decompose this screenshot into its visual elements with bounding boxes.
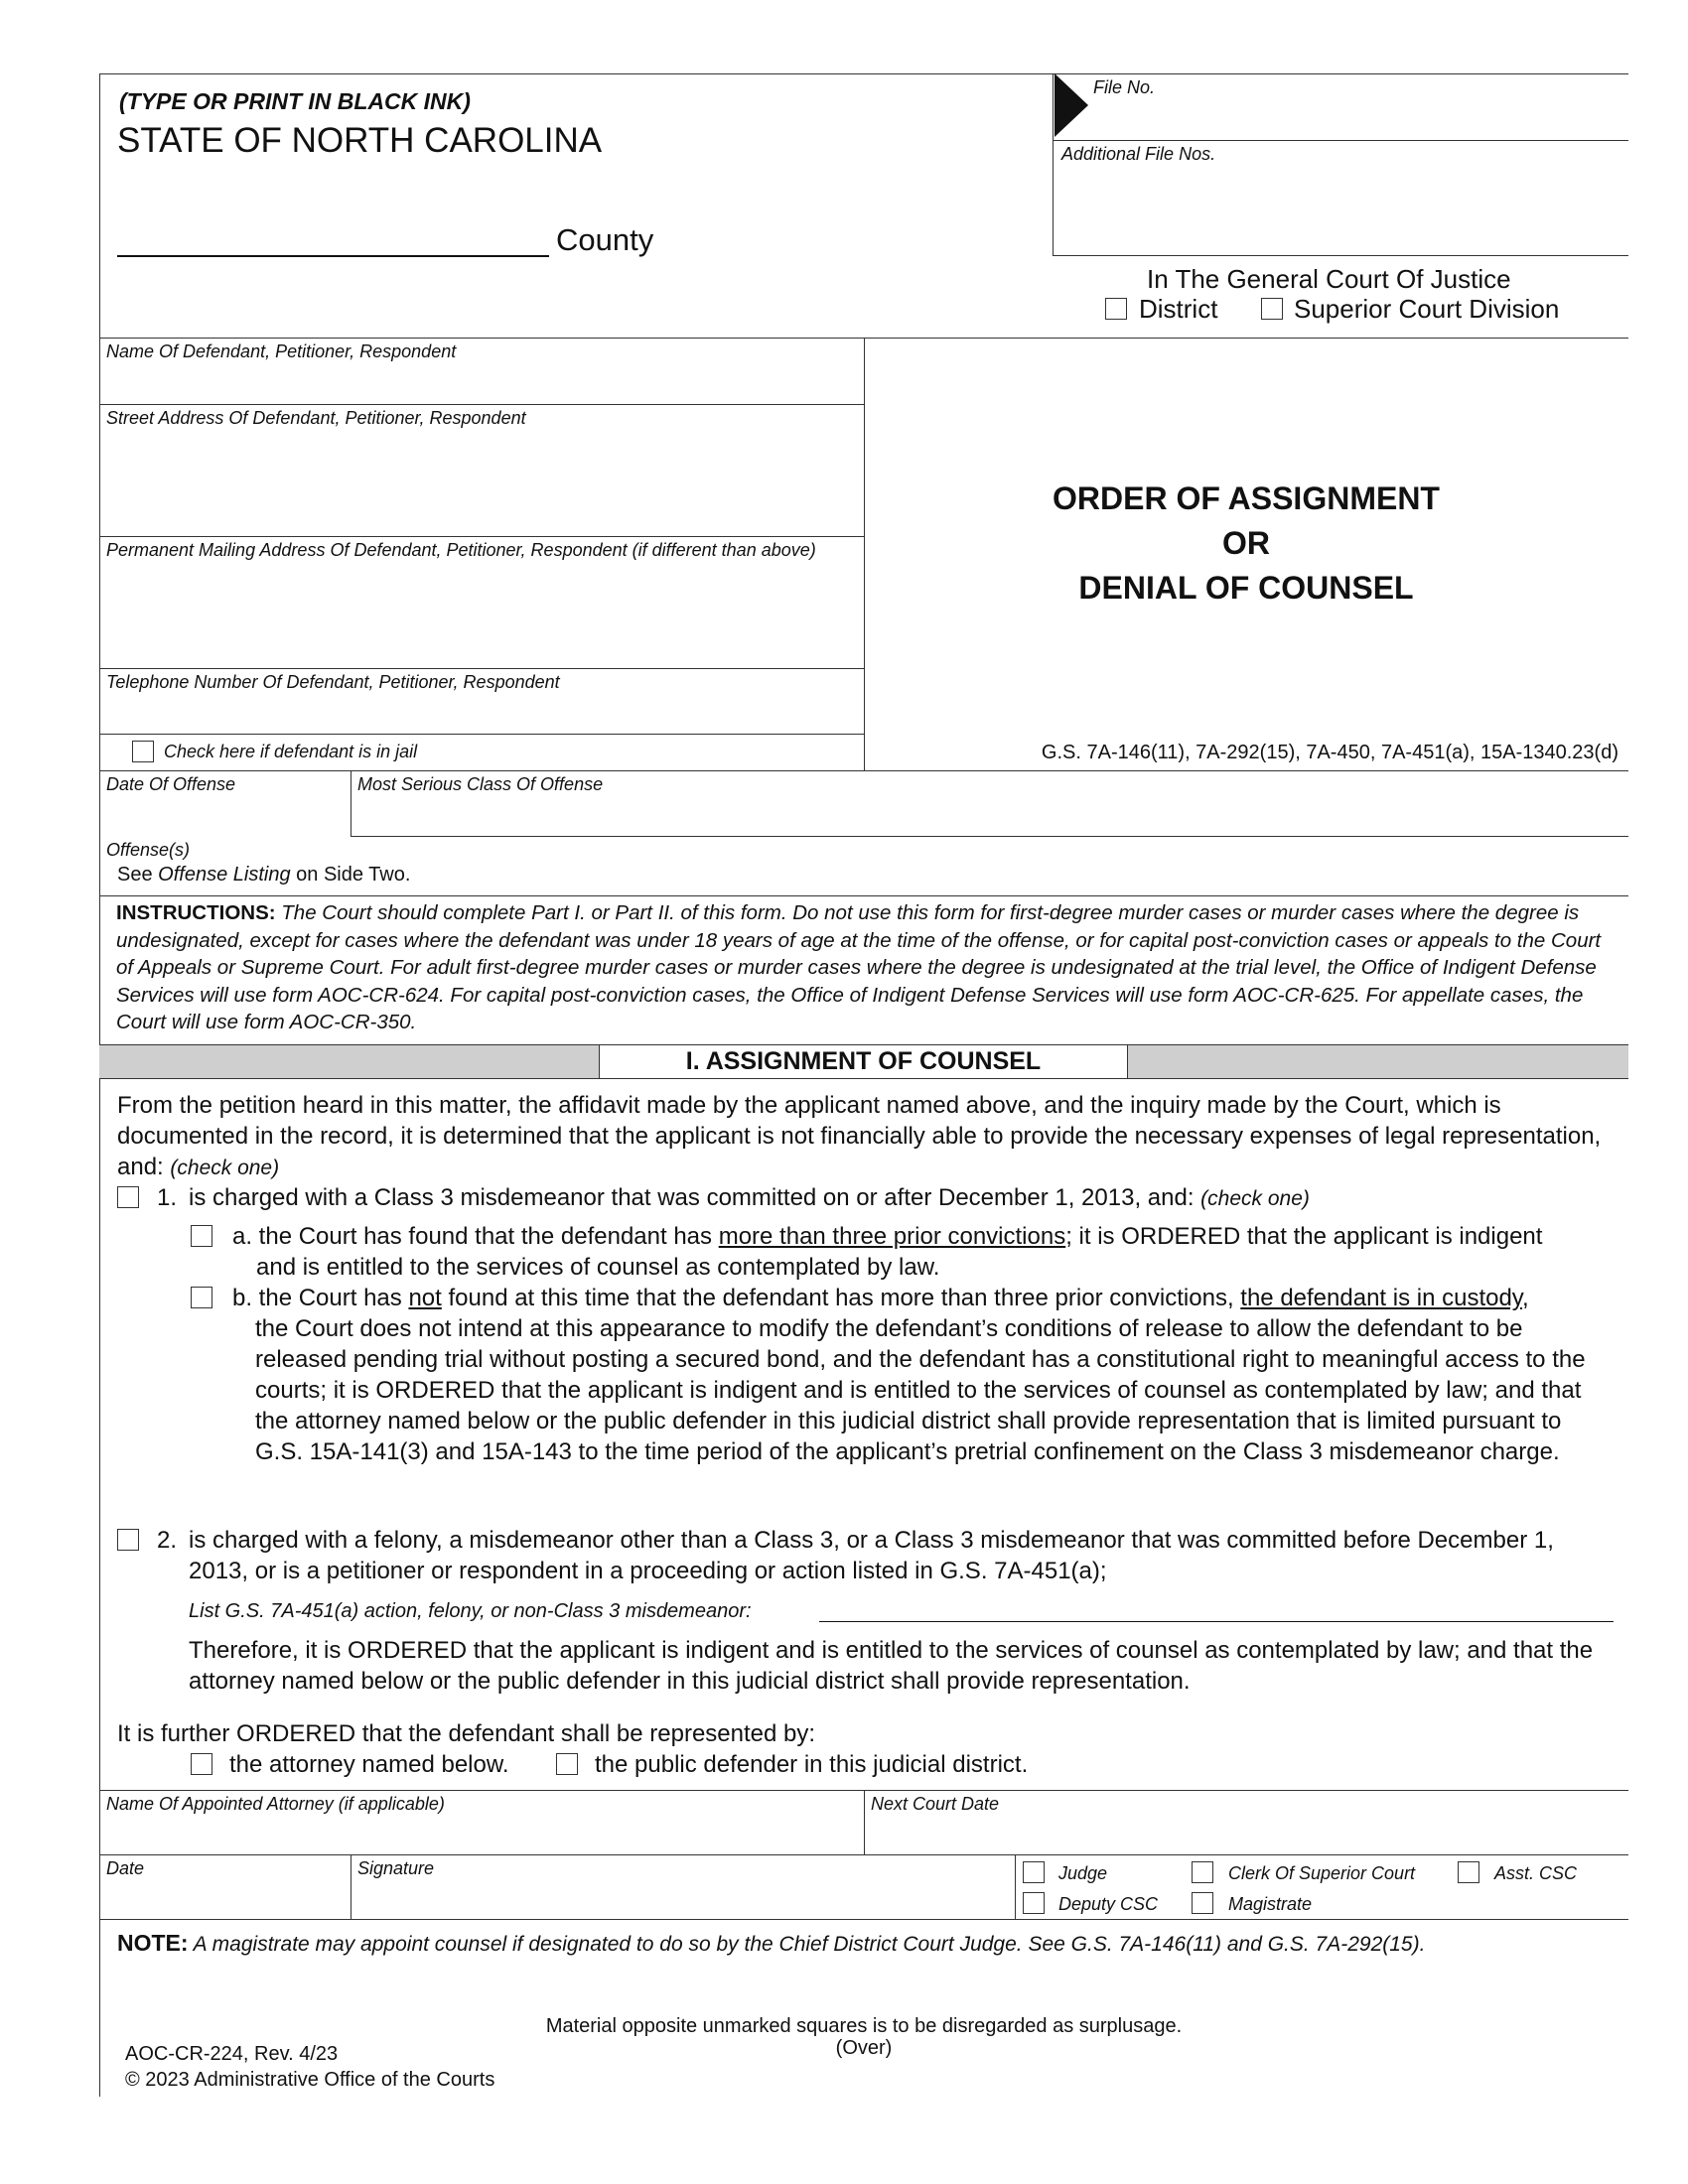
option-1b-comma: , bbox=[1522, 1285, 1529, 1311]
offense-class-label: Most Serious Class Of Offense bbox=[357, 774, 604, 794]
clerk-label: Clerk Of Superior Court bbox=[1228, 1863, 1416, 1883]
file-box-bottom bbox=[1053, 255, 1628, 256]
title-line-2: OR bbox=[1222, 525, 1270, 561]
form-title bbox=[874, 477, 1618, 611]
appointed-attorney-field[interactable] bbox=[104, 1817, 859, 1850]
deputy-csc-label: Deputy CSC bbox=[1058, 1894, 1159, 1914]
divider-street bbox=[99, 536, 864, 537]
intro-paragraph bbox=[117, 1090, 1617, 1183]
defendant-name-label: Name Of Defendant, Petitioner, Respondent bbox=[106, 341, 457, 361]
note bbox=[117, 1930, 1425, 1957]
option-1b-not: not bbox=[408, 1285, 442, 1311]
surplusage-text: Material opposite unmarked squares is to be disregarded as surplusage. bbox=[545, 2015, 1183, 2037]
state-heading: STATE OF NORTH CAROLINA bbox=[117, 121, 603, 160]
appointed-attorney-label: Name Of Appointed Attorney (if applicable) bbox=[106, 1794, 445, 1814]
additional-file-field[interactable] bbox=[1060, 169, 1617, 248]
county-line[interactable] bbox=[117, 255, 549, 257]
street-address-field[interactable] bbox=[104, 432, 859, 531]
county-label: County bbox=[556, 222, 654, 257]
mailing-address-label: Permanent Mailing Address Of Defendant, Petitioner, Respondent (if different than above) bbox=[106, 540, 816, 560]
telephone-field[interactable] bbox=[104, 695, 859, 730]
further-ordered: It is further ORDERED that the defendant shall be represented by: bbox=[117, 1720, 816, 1747]
option-1a-line-2: and is entitled to the services of counsel as contemplated by law. bbox=[256, 1254, 940, 1281]
option-1a-line-1 bbox=[232, 1221, 1542, 1252]
jail-label: Check here if defendant is in jail bbox=[164, 742, 418, 761]
option-1-check-one: (check one) bbox=[1200, 1187, 1310, 1210]
option-1a-emphasis: more than three prior convictions bbox=[718, 1223, 1066, 1250]
divider-mailing bbox=[99, 668, 864, 669]
divider-phone bbox=[99, 734, 864, 735]
additional-file-label: Additional File Nos. bbox=[1061, 144, 1216, 164]
footer-surplusage bbox=[496, 2015, 1231, 2059]
signature-field[interactable] bbox=[355, 1881, 1009, 1915]
left-border bbox=[99, 73, 100, 2097]
divider-offense-vertical bbox=[351, 770, 352, 836]
instructions-block bbox=[116, 899, 1606, 1036]
offenses-label: Offense(s) bbox=[106, 840, 191, 860]
file-no-label: File No. bbox=[1093, 77, 1156, 97]
offense-listing-note bbox=[117, 864, 410, 887]
public-defender-option-label: the public defender in this judicial district. bbox=[595, 1751, 1029, 1778]
defendant-name-field[interactable] bbox=[104, 365, 859, 403]
intro-text: From the petition heard in this matter, the affidavit made by the applicant named above, and the inquiry made by the Court, which is documented in the record, it is determined that the applicant is not financially able to provide the necessary expenses of legal representation, and: bbox=[117, 1092, 1602, 1180]
statutes-reference: G.S. 7A-146(11), 7A-292(15), 7A-450, 7A-451(a), 15A-1340.23(d) bbox=[1041, 742, 1618, 763]
divider-signature-vertical bbox=[1015, 1854, 1016, 1919]
title-line-3: DENIAL OF COUNSEL bbox=[1078, 570, 1414, 606]
offense-listing-ref: Offense Listing bbox=[158, 864, 291, 886]
section-title: I. ASSIGNMENT OF COUNSEL bbox=[599, 1044, 1128, 1078]
see-text: See bbox=[117, 864, 159, 886]
attorney-checkbox[interactable] bbox=[191, 1753, 212, 1775]
court-title: In The General Court Of Justice bbox=[1147, 264, 1511, 294]
divider-attorney-vertical bbox=[864, 1790, 865, 1854]
divider-section-bottom bbox=[99, 1078, 1628, 1079]
instructions-text: The Court should complete Part I. or Part II. of this form. Do not use this form for first-degree murder cases or murder cases where the degree is undesignated, except for cases where the defendant was under 18 years of age at the time of the offense, or for capital post-conviction cases or appeals to the Court of Appeals or Supreme Court. For adult first-degree murder cases or murder cases where the degree is undesignated at the trial level, the Office of Indigent Defense Services will use form AOC-CR-624. For capital post-conviction cases, the Office of Indigent Defense Services will use form AOC-CR-625. For appellate cases, the Court will use form AOC-CR-350. bbox=[116, 901, 1602, 1033]
divider-instructions-top bbox=[99, 895, 1628, 896]
option-1b-checkbox[interactable] bbox=[191, 1287, 212, 1308]
option-1a-rest: ; it is ORDERED that the applicant is indigent bbox=[1065, 1223, 1543, 1250]
intro-check-one: (check one) bbox=[170, 1157, 280, 1179]
therefore-paragraph: Therefore, it is ORDERED that the applicant is indigent and is entitled to the services of counsel as contemplated by law; and that the attorney named below or the public defender in this judicial district shall provide representation. bbox=[189, 1637, 1594, 1695]
option-1b-line-1 bbox=[232, 1283, 1529, 1313]
offense-date-label: Date Of Offense bbox=[106, 774, 236, 794]
file-no-field[interactable] bbox=[1092, 94, 1618, 134]
top-border bbox=[99, 73, 1053, 74]
superior-checkbox[interactable] bbox=[1261, 298, 1283, 320]
option-1a-lead: a. the Court has found that the defendant has bbox=[232, 1223, 719, 1250]
attorney-option-label: the attorney named below. bbox=[229, 1751, 509, 1778]
form-id: AOC-CR-224, Rev. 4/23 bbox=[125, 2043, 339, 2065]
judge-checkbox[interactable] bbox=[1023, 1861, 1045, 1883]
ink-instruction: (TYPE OR PRINT IN BLACK INK) bbox=[119, 88, 471, 114]
judge-label: Judge bbox=[1058, 1863, 1108, 1883]
magistrate-label: Magistrate bbox=[1228, 1894, 1313, 1914]
clerk-checkbox[interactable] bbox=[1192, 1861, 1213, 1883]
divider-date-vertical bbox=[351, 1854, 352, 1919]
triangle-marker-icon bbox=[1055, 73, 1088, 137]
asst-csc-checkbox[interactable] bbox=[1458, 1861, 1479, 1883]
side-two-text: on Side Two. bbox=[290, 864, 411, 886]
option-1-text bbox=[189, 1182, 1310, 1214]
deputy-csc-checkbox[interactable] bbox=[1023, 1892, 1045, 1914]
option-2-text: is charged with a felony, a misdemeanor other than a Class 3, or a Class 3 misdemeanor that was committed before December 1, 2013, or is a petitioner or respondent in a proceeding or action listed in G.S. 7A-451(a); bbox=[189, 1527, 1554, 1584]
telephone-label: Telephone Number Of Defendant, Petitioner, Respondent bbox=[106, 672, 560, 692]
date-field[interactable] bbox=[104, 1881, 343, 1915]
district-label: District bbox=[1139, 294, 1218, 324]
divider-offense-top bbox=[99, 770, 1628, 771]
instructions-lead: INSTRUCTIONS: bbox=[116, 901, 276, 924]
superior-label: Superior Court Division bbox=[1294, 294, 1560, 324]
date-label: Date bbox=[106, 1858, 145, 1878]
note-text: A magistrate may appoint counsel if designated to do so by the Chief District Court Judge. See G.S. 7A-146(11) and G.S. 7A-292(15). bbox=[188, 1933, 1426, 1956]
next-court-date-field[interactable] bbox=[869, 1817, 1618, 1850]
divider-name bbox=[99, 404, 864, 405]
option-1-body: is charged with a Class 3 misdemeanor that was committed on or after December 1, 2013, and: bbox=[189, 1184, 1201, 1211]
next-court-date-label: Next Court Date bbox=[871, 1794, 1000, 1814]
note-lead: NOTE: bbox=[117, 1930, 189, 1956]
list-label: List G.S. 7A-451(a) action, felony, or non-Class 3 misdemeanor: bbox=[189, 1600, 752, 1622]
divider-section-top bbox=[99, 1044, 1628, 1045]
asst-csc-label: Asst. CSC bbox=[1494, 1863, 1578, 1883]
divider-date-top bbox=[99, 1854, 1628, 1855]
list-entry-line[interactable] bbox=[819, 1621, 1614, 1622]
file-box-left bbox=[1053, 73, 1054, 255]
option-1b-body: the Court does not intend at this appearance to modify the defendant’s conditions of release to allow the defendant to be released pending trial without posting a secured bond, and the defendant has a constitutional right to meaningful access to the courts; it is ORDERED that the applicant is indigent and is entitled to the services of counsel as contemplated by law; and that the attorney named below or the public defender in this judicial district shall provide representation that is limited pursuant to G.S. 15A-141(3) and 15A-143 to the time period of the applicant’s pretrial confinement on the Class 3 misdemeanor charge. bbox=[255, 1315, 1586, 1465]
option-1b-lead: b. the Court has bbox=[232, 1285, 409, 1311]
divider-defendant-vertical bbox=[864, 338, 865, 770]
option-1b-mid: found at this time that the defendant has more than three prior convictions, bbox=[441, 1285, 1241, 1311]
title-line-1: ORDER OF ASSIGNMENT bbox=[1053, 480, 1440, 516]
copyright: © 2023 Administrative Office of the Courts bbox=[125, 2069, 495, 2091]
district-checkbox[interactable] bbox=[1105, 298, 1127, 320]
divider-offense-class bbox=[351, 836, 1628, 837]
street-address-label: Street Address Of Defendant, Petitioner, Respondent bbox=[106, 408, 526, 428]
signature-label: Signature bbox=[357, 1858, 435, 1878]
option-1-checkbox[interactable] bbox=[117, 1186, 139, 1208]
magistrate-checkbox[interactable] bbox=[1192, 1892, 1213, 1914]
public-defender-checkbox[interactable] bbox=[556, 1753, 578, 1775]
mailing-address-field[interactable] bbox=[104, 564, 859, 663]
file-box-mid bbox=[1053, 140, 1628, 141]
option-1a-checkbox[interactable] bbox=[191, 1225, 212, 1247]
option-2-number: 2. bbox=[157, 1527, 178, 1554]
over-text: (Over) bbox=[835, 2037, 893, 2059]
offense-class-field[interactable] bbox=[355, 797, 1617, 832]
file-box-top bbox=[1053, 73, 1628, 74]
divider-note-top bbox=[99, 1919, 1628, 1920]
option-1b-custody: the defendant is in custody bbox=[1240, 1285, 1523, 1311]
option-1-number: 1. bbox=[157, 1184, 178, 1211]
offense-date-field[interactable] bbox=[104, 797, 343, 832]
jail-checkbox[interactable] bbox=[132, 741, 154, 762]
option-2-checkbox[interactable] bbox=[117, 1529, 139, 1551]
